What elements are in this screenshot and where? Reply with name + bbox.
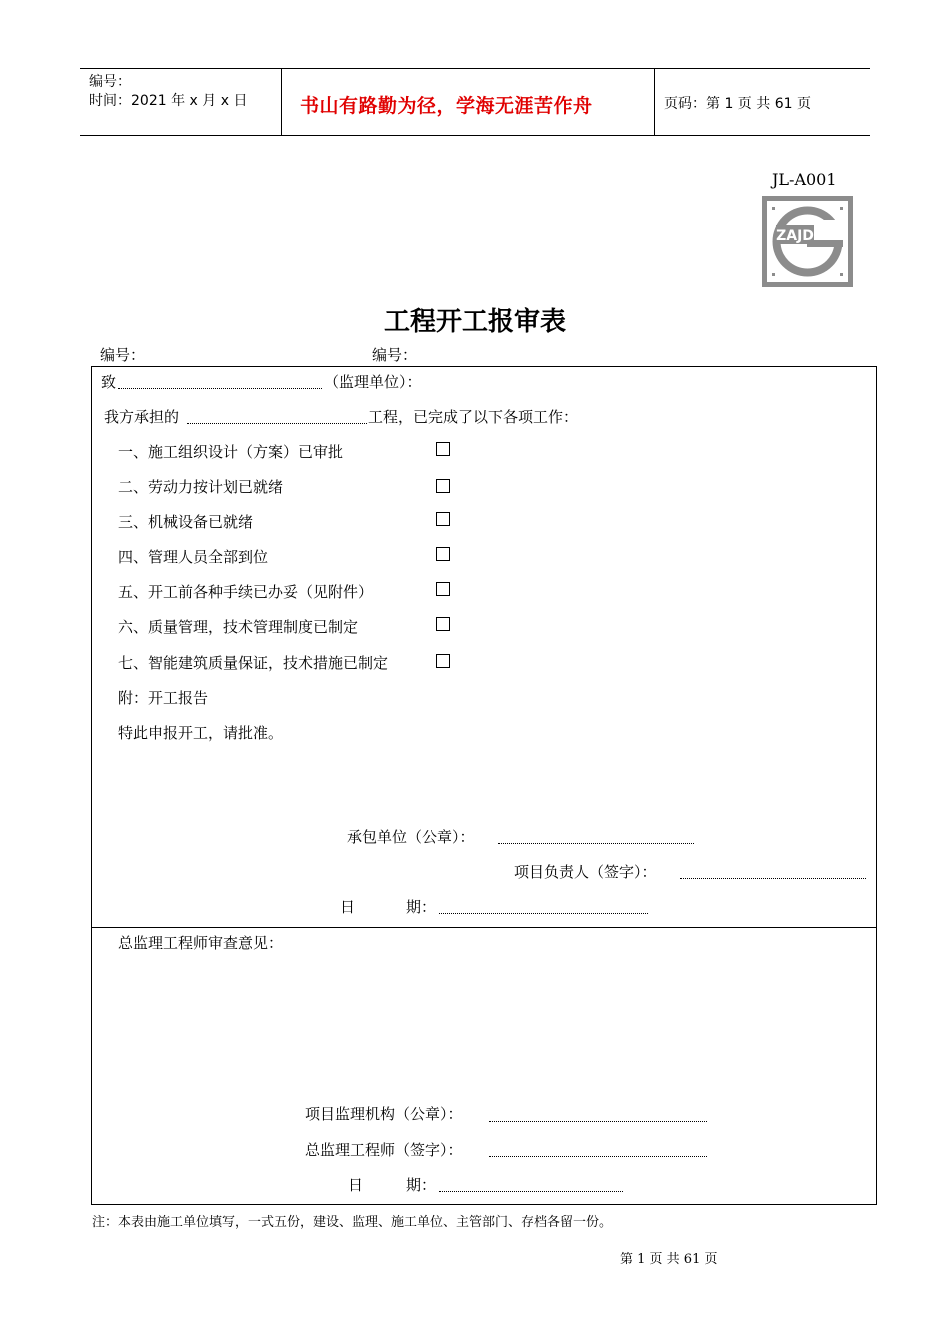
header-bottom-rule [80, 135, 870, 136]
number-label-right: 编号： [372, 346, 418, 364]
attachment-note: 附：开工报告 [118, 689, 209, 707]
form-note: 注：本表由施工单位填写，一式五份，建设、监理、施工单位、主管部门、存档各留一份。 [92, 1215, 613, 1230]
date-label-period: 期： [406, 898, 437, 916]
checklist-item: 一、施工组织设计（方案）已审批 [118, 443, 344, 461]
date-label-day: 日 [340, 898, 356, 916]
to-suffix: （监理单位）： [324, 373, 422, 391]
zajd-logo-icon [762, 196, 853, 287]
checklist-item: 三、机械设备已就绪 [118, 513, 254, 531]
form-section-divider [91, 927, 877, 928]
page-title: 工程开工报审表 [383, 307, 566, 337]
project-name-field[interactable] [187, 423, 367, 424]
doc-code: JL-A001 [772, 170, 837, 189]
intro-suffix: 工程，已完成了以下各项工作： [368, 408, 579, 426]
header-top-rule [80, 68, 870, 69]
header-divider-left [281, 68, 282, 135]
supervision-seal-field[interactable] [489, 1121, 707, 1122]
chief-engineer-signature-field[interactable] [489, 1156, 707, 1157]
review-date-label-day: 日 [348, 1176, 364, 1194]
checklist-item: 七、智能建筑质量保证，技术措施已制定 [118, 654, 389, 672]
checklist-item: 五、开工前各种手续已办妥（见附件） [118, 583, 374, 601]
number-label-left: 编号： [100, 346, 146, 364]
contractor-label: 承包单位（公章）： [347, 828, 475, 846]
header-time-label: 时间：2021 年 x 月 x 日 [89, 93, 248, 109]
checkbox-item-7[interactable] [436, 654, 450, 668]
header-page-info: 页码：第 1 页 共 61 页 [664, 96, 811, 112]
checkbox-item-6[interactable] [436, 617, 450, 631]
supervisor-unit-field[interactable] [118, 388, 322, 389]
review-heading: 总监理工程师审查意见： [118, 934, 284, 952]
svg-text:ZAJD: ZAJD [776, 228, 814, 244]
chief-engineer-label: 总监理工程师（签字）： [305, 1141, 463, 1159]
manager-signature-field[interactable] [680, 878, 866, 879]
application-date-field[interactable] [439, 913, 648, 914]
checklist-item: 四、管理人员全部到位 [118, 548, 269, 566]
header-motto: 书山有路勤为径，学海无涯苦作舟 [300, 95, 593, 117]
review-date-field[interactable] [439, 1191, 623, 1192]
checkbox-item-2[interactable] [436, 479, 450, 493]
checkbox-item-1[interactable] [436, 442, 450, 456]
to-prefix: 致 [101, 373, 117, 391]
header-divider-right [654, 68, 655, 135]
request-statement: 特此申报开工，请批准。 [118, 724, 284, 742]
checkbox-item-4[interactable] [436, 547, 450, 561]
manager-label: 项目负责人（签字）： [514, 863, 657, 881]
checkbox-item-3[interactable] [436, 512, 450, 526]
checklist-item: 六、质量管理，技术管理制度已制定 [118, 618, 359, 636]
intro-prefix: 我方承担的 [104, 408, 180, 426]
contractor-seal-field[interactable] [498, 843, 694, 844]
supervision-org-label: 项目监理机构（公章）： [305, 1105, 463, 1123]
review-date-label-period: 期： [406, 1176, 437, 1194]
checklist-item: 二、劳动力按计划已就绪 [118, 478, 284, 496]
header-number-label: 编号： [89, 74, 131, 90]
page-footer: 第 1 页 共 61 页 [620, 1252, 718, 1267]
checkbox-item-5[interactable] [436, 582, 450, 596]
